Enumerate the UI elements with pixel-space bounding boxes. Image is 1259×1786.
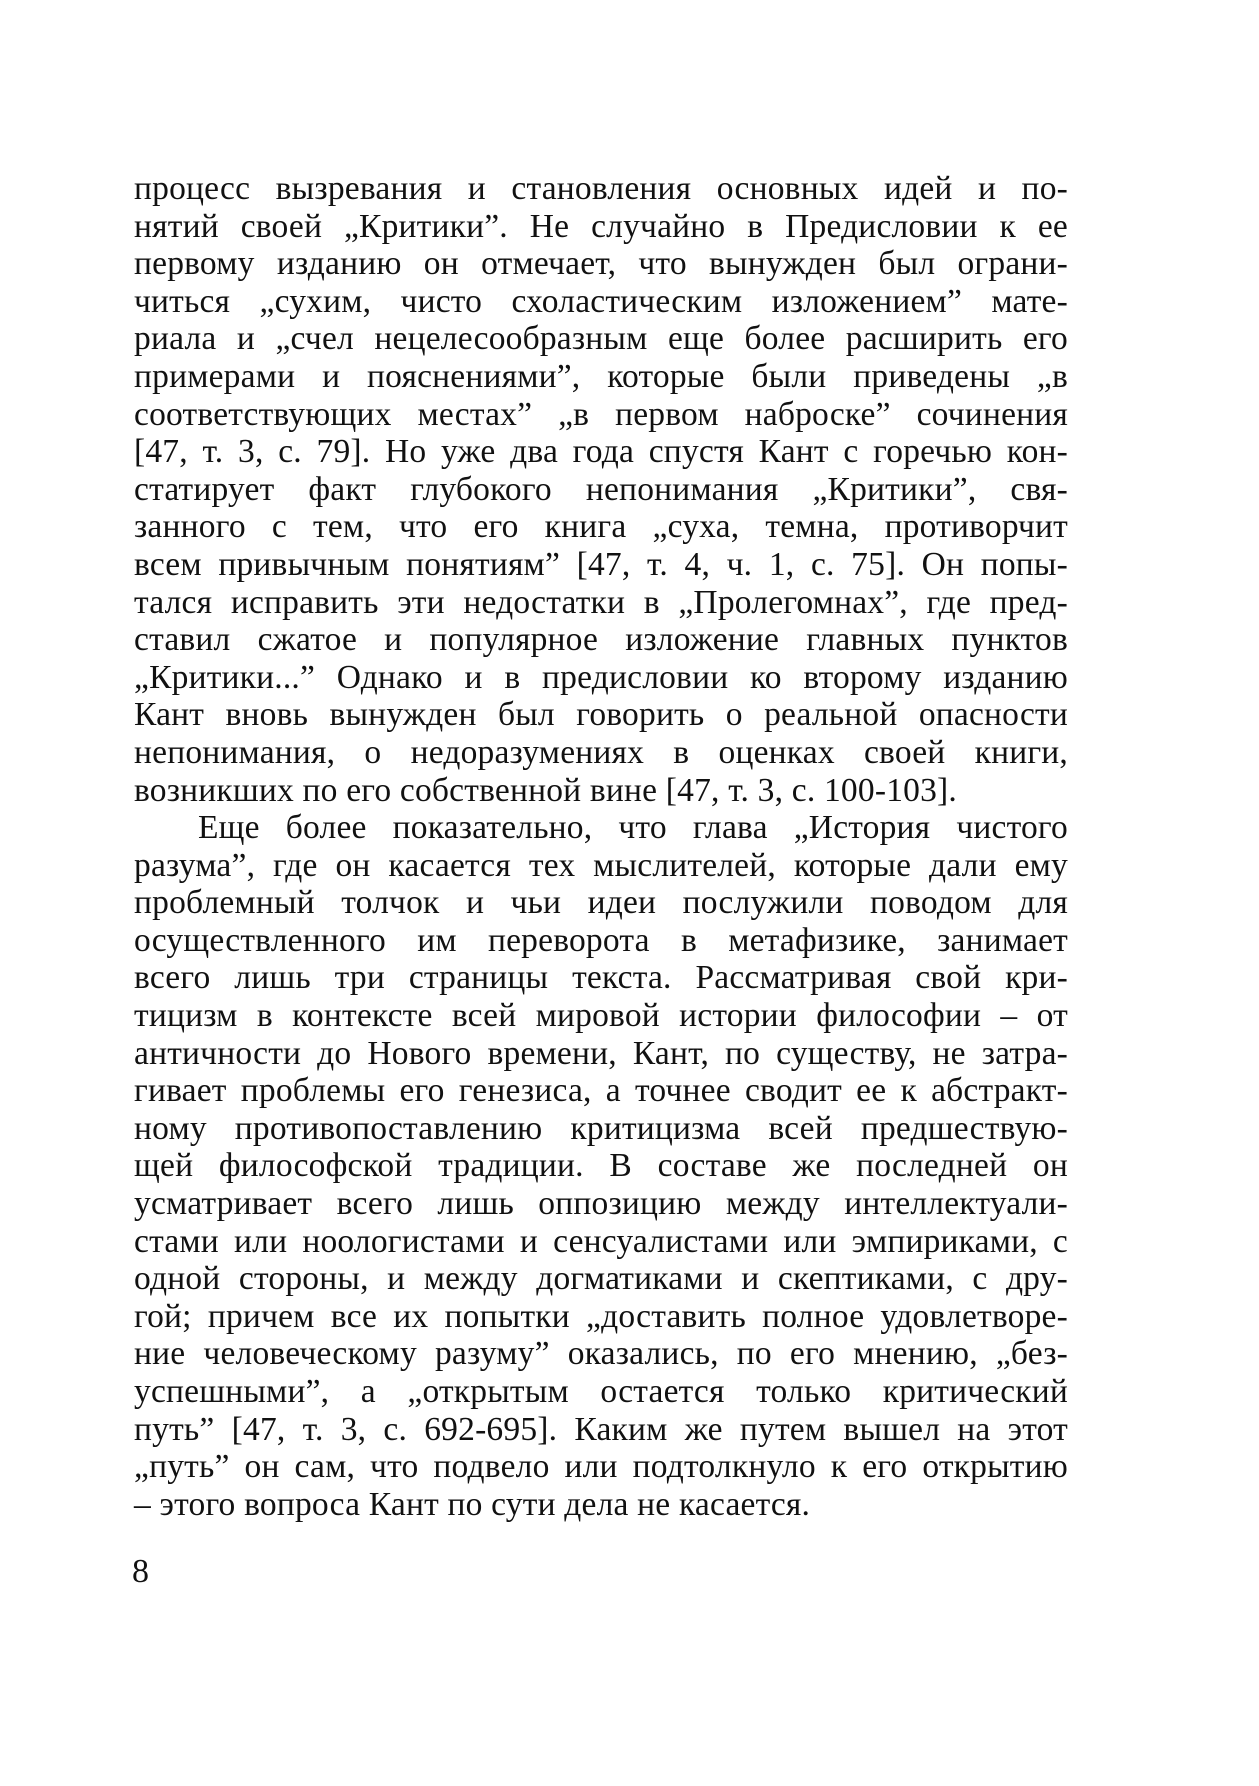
text-line: первому изданию он отмечает, что вынужден был ограни- <box>134 245 1068 283</box>
text-line: Кант вновь вынужден был говорить о реальной опасности <box>134 696 1068 734</box>
text-line: разума”, где он касается тех мыслителей, которые дали ему <box>134 846 1068 884</box>
text-line: усматривает всего лишь оппозицию между интеллектуали- <box>134 1185 1068 1223</box>
text-line: всего лишь три страницы текста. Рассматривая свой кри- <box>134 959 1068 997</box>
text-line: возникших по его собственной вине [47, т. 3, с. 100-103]. <box>134 771 957 809</box>
text-line: „Критики...” Однако и в предисловии ко второму изданию <box>134 658 1068 696</box>
text-line: ному противопоставлению критицизма всей предшествую- <box>134 1109 1068 1147</box>
text-line: ставил сжатое и популярное изложение главных пунктов <box>134 621 1068 659</box>
paragraph <box>134 170 1068 809</box>
text-line: всем привычным понятиям” [47, т. 4, ч. 1, с. 75]. Он попы- <box>134 545 1068 583</box>
text-line: проблемный толчок и чьи идеи послужили поводом для <box>134 884 1068 922</box>
text-line: читься „сухим, чисто схоластическим изложением” мате- <box>134 282 1068 320</box>
text-line: процесс вызревания и становления основных идей и по- <box>134 170 1068 207</box>
text-line: примерами и пояснениями”, которые были приведены „в <box>134 357 1068 395</box>
text-line: одной стороны, и между догматиками и скептиками, с дру- <box>134 1260 1068 1298</box>
text-line: стами или ноологистами и сенсуалистами или эмпириками, с <box>134 1222 1068 1260</box>
text-line: – этого вопроса Кант по сути дела не касается. <box>134 1485 811 1523</box>
text-line: путь” [47, т. 3, с. 692-695]. Каким же путем вышел на этот <box>134 1410 1068 1448</box>
page-number: 8 <box>132 1553 149 1590</box>
text-line: непонимания, о недоразумениях в оценках своей книги, <box>134 733 1068 771</box>
text-line: занного с тем, что его книга „суха, темна, противорчит <box>134 508 1068 546</box>
text-line: осуществленного им переворота в метафизике, занимает <box>134 921 1068 959</box>
text-line: успешными”, а „открытым остается только критический <box>134 1373 1068 1410</box>
text-line: риала и „счел нецелесообразным еще более расширить его <box>134 320 1068 358</box>
text-line: статирует факт глубокого непонимания „Критики”, свя- <box>134 470 1068 508</box>
text-line: гивает проблемы его генезиса, а точнее сводит ее к абстракт- <box>134 1072 1068 1110</box>
text-line: античности до Нового времени, Кант, по существу, не затра- <box>134 1034 1068 1072</box>
text-line: тицизм в контексте всей мировой истории философии – от <box>134 997 1068 1035</box>
body-text <box>134 170 1068 1523</box>
text-line: гой; причем все их попытки „доставить полное удовлетворе- <box>134 1297 1068 1335</box>
text-line: тался исправить эти недостатки в „Пролегомнах”, где пред- <box>134 583 1068 621</box>
paragraph <box>134 809 1068 1523</box>
text-line: нятий своей „Критики”. Не случайно в Предисловии к ее <box>134 207 1068 245</box>
text-line: соответствующих местах” „в первом наброске” сочинения <box>134 395 1068 433</box>
text-line: ние человеческому разуму” оказались, по его мнению, „без- <box>134 1335 1068 1373</box>
text-line: Еще более показательно, что глава „История чистого <box>198 809 1068 847</box>
text-line: „путь” он сам, что подвело или подтолкнуло к его открытию <box>134 1448 1068 1486</box>
text-line: щей философской традиции. В составе же последней он <box>134 1147 1068 1185</box>
text-line: [47, т. 3, с. 79]. Но уже два года спустя Кант с горечью кон- <box>134 433 1068 471</box>
